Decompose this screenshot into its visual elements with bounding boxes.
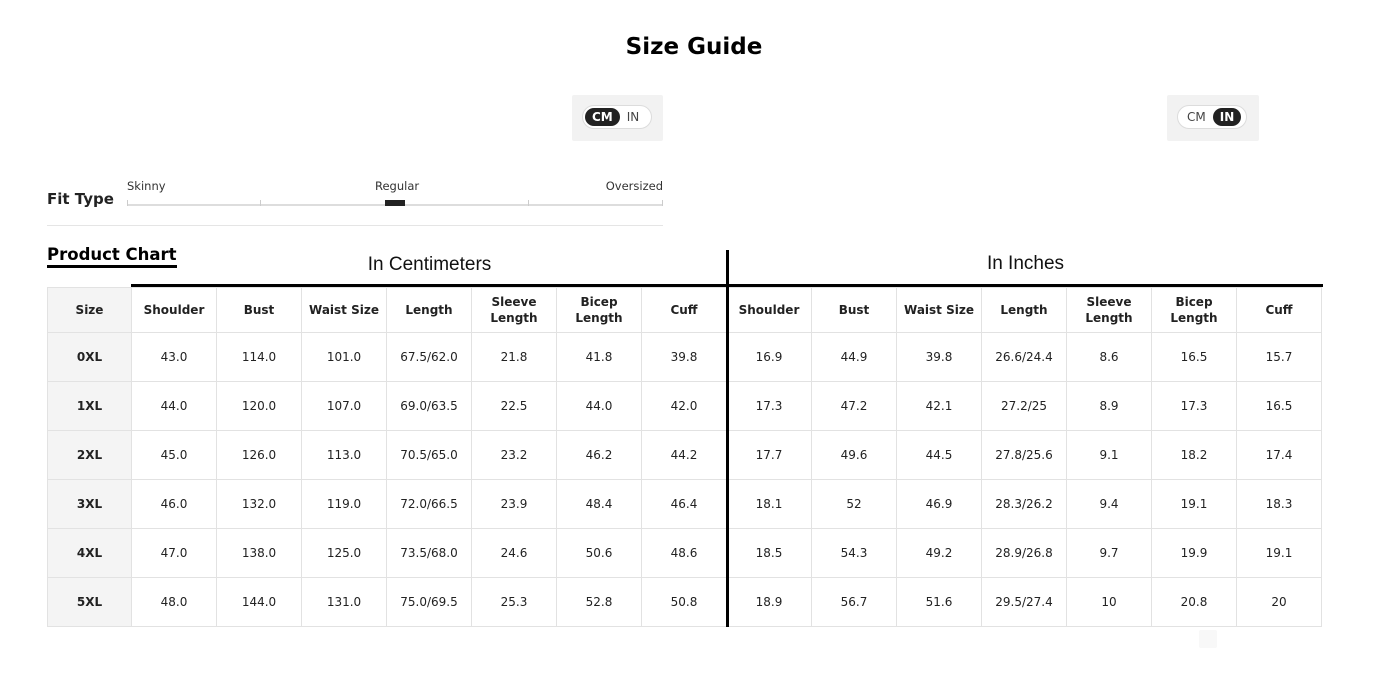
table-cell: 19.1 — [1237, 529, 1322, 578]
header-length-in: Length — [982, 288, 1067, 333]
size-cell: 3XL — [48, 480, 132, 529]
fit-level-regular: Regular — [375, 179, 420, 193]
size-header: Size — [48, 288, 132, 333]
unit-option-in[interactable]: IN — [626, 110, 640, 124]
table-cell: 19.9 — [1152, 529, 1237, 578]
table-cell: 39.8 — [897, 333, 982, 382]
header-shoulder-cm: Shoulder — [132, 288, 217, 333]
table-cell: 47.0 — [132, 529, 217, 578]
table-cell: 48.6 — [642, 529, 727, 578]
size-cell: 1XL — [48, 382, 132, 431]
unit-toggle-left — [582, 105, 652, 129]
table-cell: 107.0 — [302, 382, 387, 431]
table-cell: 50.6 — [557, 529, 642, 578]
header-bust-in: Bust — [812, 288, 897, 333]
fit-tick — [662, 200, 663, 206]
header-cuff-in: Cuff — [1237, 288, 1322, 333]
table-cell: 70.5/65.0 — [387, 431, 472, 480]
table-cell: 22.5 — [472, 382, 557, 431]
header-waist-in: Waist Size — [897, 288, 982, 333]
unit-option-cm[interactable]: CM — [585, 108, 620, 126]
table-cell: 72.0/66.5 — [387, 480, 472, 529]
table-cell: 52 — [812, 480, 897, 529]
size-cell: 2XL — [48, 431, 132, 480]
table-row — [48, 382, 1322, 431]
inches-heading: In Inches — [986, 253, 1065, 274]
fit-tick — [528, 200, 529, 206]
table-cell: 9.1 — [1067, 431, 1152, 480]
fit-type-scale — [127, 178, 663, 208]
table-cell: 18.3 — [1237, 480, 1322, 529]
unit-toggle-right — [1177, 105, 1247, 129]
table-row — [48, 529, 1322, 578]
table-cell: 101.0 — [302, 333, 387, 382]
unit-toggle-container-right — [1167, 95, 1259, 141]
table-cell: 25.3 — [472, 578, 557, 627]
table-cell: 48.0 — [132, 578, 217, 627]
table-cell: 16.5 — [1237, 382, 1322, 431]
table-cell: 17.7 — [727, 431, 812, 480]
table-cell: 39.8 — [642, 333, 727, 382]
table-cell: 42.1 — [897, 382, 982, 431]
header-bust-cm: Bust — [217, 288, 302, 333]
table-cell: 20.8 — [1152, 578, 1237, 627]
table-cell: 126.0 — [217, 431, 302, 480]
table-cell: 45.0 — [132, 431, 217, 480]
table-cell: 15.7 — [1237, 333, 1322, 382]
table-row — [48, 480, 1322, 529]
header-cuff-cm: Cuff — [642, 288, 727, 333]
table-header-row — [48, 288, 1322, 333]
header-sleeve-in: Sleeve Length — [1067, 288, 1152, 333]
table-cell: 131.0 — [302, 578, 387, 627]
size-cell: 4XL — [48, 529, 132, 578]
table-cell: 42.0 — [642, 382, 727, 431]
fit-type-label: Fit Type — [47, 190, 114, 208]
table-cell: 132.0 — [217, 480, 302, 529]
table-cell: 18.9 — [727, 578, 812, 627]
table-cell: 46.9 — [897, 480, 982, 529]
header-bicep-cm: Bicep Length — [557, 288, 642, 333]
table-row — [48, 333, 1322, 382]
table-cell: 16.9 — [727, 333, 812, 382]
table-cell: 56.7 — [812, 578, 897, 627]
table-cell: 24.6 — [472, 529, 557, 578]
table-cell: 44.9 — [812, 333, 897, 382]
table-row — [48, 578, 1322, 627]
table-cell: 20 — [1237, 578, 1322, 627]
size-cell: 0XL — [48, 333, 132, 382]
table-cell: 18.2 — [1152, 431, 1237, 480]
table-cell: 69.0/63.5 — [387, 382, 472, 431]
table-cell: 16.5 — [1152, 333, 1237, 382]
table-cell: 52.8 — [557, 578, 642, 627]
header-bicep-in: Bicep Length — [1152, 288, 1237, 333]
table-cell: 48.4 — [557, 480, 642, 529]
table-cell: 27.2/25 — [982, 382, 1067, 431]
table-cell: 10 — [1067, 578, 1152, 627]
fit-tick — [260, 200, 261, 206]
table-cell: 50.8 — [642, 578, 727, 627]
centimeters-heading: In Centimeters — [367, 254, 492, 275]
unit-option-cm[interactable]: CM — [1187, 110, 1206, 124]
table-cell: 18.5 — [727, 529, 812, 578]
table-cell: 19.1 — [1152, 480, 1237, 529]
table-cell: 144.0 — [217, 578, 302, 627]
unit-option-in[interactable]: IN — [1213, 108, 1242, 126]
product-chart-tab[interactable]: Product Chart — [47, 245, 177, 268]
fit-level-oversized: Oversized — [605, 179, 663, 193]
table-cell: 8.6 — [1067, 333, 1152, 382]
table-cell: 125.0 — [302, 529, 387, 578]
table-cell: 27.8/25.6 — [982, 431, 1067, 480]
faint-placeholder — [1199, 630, 1217, 648]
table-cell: 18.1 — [727, 480, 812, 529]
table-cell: 67.5/62.0 — [387, 333, 472, 382]
page-title: Size Guide — [625, 34, 763, 60]
table-cell: 28.3/26.2 — [982, 480, 1067, 529]
table-cell: 46.4 — [642, 480, 727, 529]
table-row — [48, 431, 1322, 480]
header-sleeve-cm: Sleeve Length — [472, 288, 557, 333]
table-cell: 8.9 — [1067, 382, 1152, 431]
table-cell: 23.9 — [472, 480, 557, 529]
table-cell: 47.2 — [812, 382, 897, 431]
table-cell: 28.9/26.8 — [982, 529, 1067, 578]
fit-selected-marker — [385, 200, 405, 206]
header-length-cm: Length — [387, 288, 472, 333]
table-cell: 44.0 — [132, 382, 217, 431]
unit-toggle-container-left — [572, 95, 663, 141]
table-cell: 17.4 — [1237, 431, 1322, 480]
table-cell: 119.0 — [302, 480, 387, 529]
table-cell: 44.2 — [642, 431, 727, 480]
table-cell: 51.6 — [897, 578, 982, 627]
table-cell: 44.5 — [897, 431, 982, 480]
section-divider — [47, 225, 663, 226]
table-cell: 41.8 — [557, 333, 642, 382]
table-cell: 120.0 — [217, 382, 302, 431]
table-cell: 17.3 — [727, 382, 812, 431]
fit-tick — [127, 200, 128, 206]
table-cell: 46.2 — [557, 431, 642, 480]
table-cell: 21.8 — [472, 333, 557, 382]
header-shoulder-in: Shoulder — [727, 288, 812, 333]
table-cell: 9.4 — [1067, 480, 1152, 529]
table-cell: 29.5/27.4 — [982, 578, 1067, 627]
fit-level-skinny: Skinny — [127, 179, 166, 193]
table-cell: 75.0/69.5 — [387, 578, 472, 627]
table-cell: 73.5/68.0 — [387, 529, 472, 578]
table-cell: 113.0 — [302, 431, 387, 480]
table-cell: 114.0 — [217, 333, 302, 382]
table-cell: 43.0 — [132, 333, 217, 382]
table-cell: 44.0 — [557, 382, 642, 431]
table-cell: 49.6 — [812, 431, 897, 480]
header-waist-cm: Waist Size — [302, 288, 387, 333]
table-cell: 54.3 — [812, 529, 897, 578]
size-chart-table — [47, 287, 1322, 627]
table-cell: 26.6/24.4 — [982, 333, 1067, 382]
table-cell: 17.3 — [1152, 382, 1237, 431]
table-cell: 9.7 — [1067, 529, 1152, 578]
table-cell: 49.2 — [897, 529, 982, 578]
unit-section-divider — [726, 250, 729, 627]
size-cell: 5XL — [48, 578, 132, 627]
table-cell: 138.0 — [217, 529, 302, 578]
table-cell: 46.0 — [132, 480, 217, 529]
table-cell: 23.2 — [472, 431, 557, 480]
